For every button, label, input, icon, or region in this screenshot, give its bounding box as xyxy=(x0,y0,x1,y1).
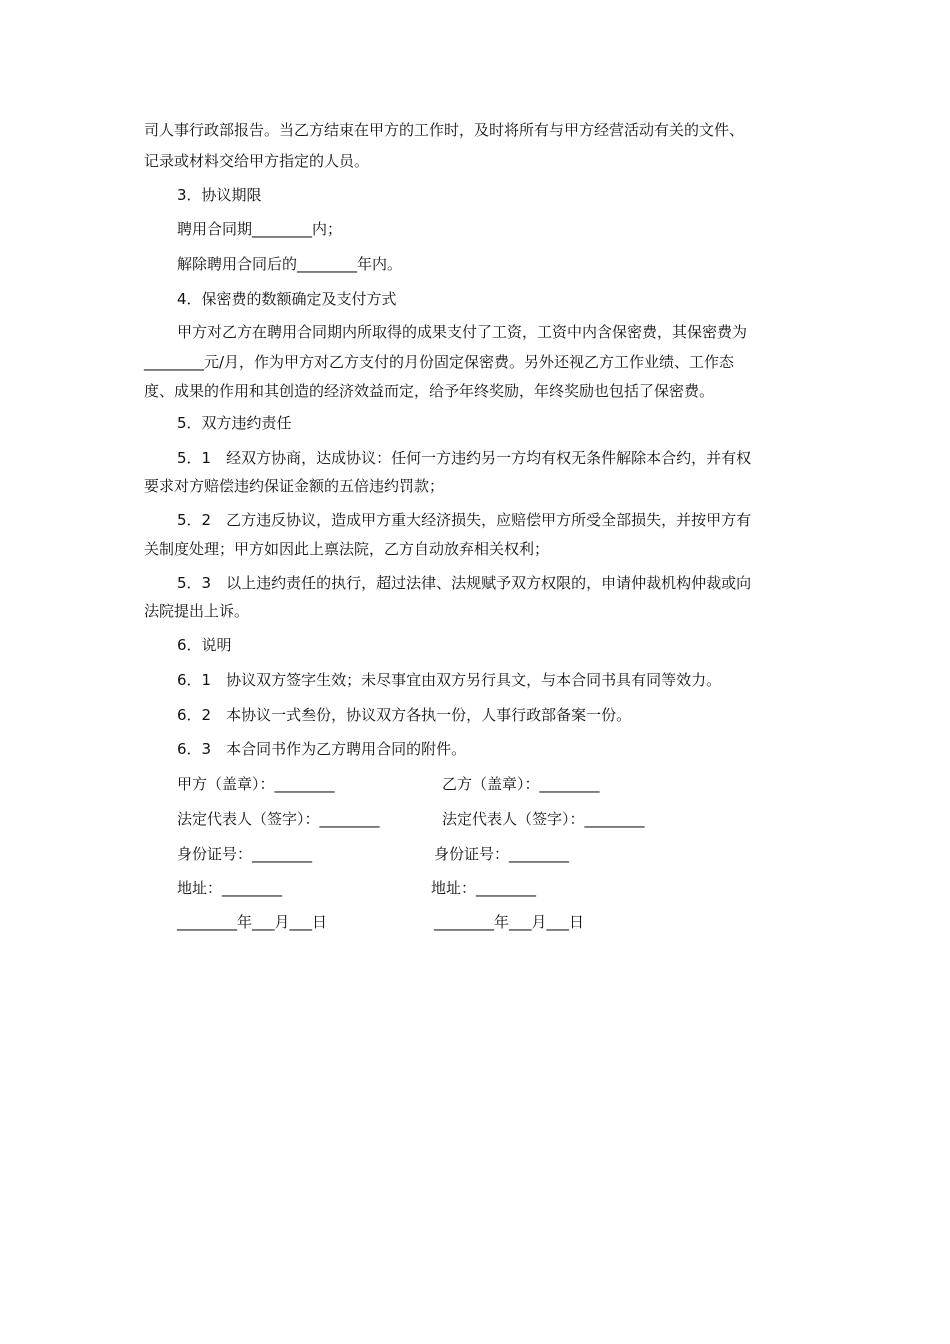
section-heading-6: 6．说明 xyxy=(177,636,232,654)
paragraph-line: 甲方对乙方在聘用合同期内所取得的成果支付了工资，工资中内含保密费，其保密费为 xyxy=(177,323,748,341)
paragraph-line: 6．1 协议双方签字生效；未尽事宜由双方另行具文，与本合同书具有同等效力。 xyxy=(177,671,722,689)
paragraph-line: 司人事行政部报告。当乙方结束在甲方的工作时，及时将所有与甲方经营活动有关的文件、 xyxy=(144,121,745,139)
party-b-address-field: 地址：________ xyxy=(431,879,537,897)
paragraph-line: 5．1 经双方协商，达成协议：任何一方违约另一方均有权无条件解除本合约，并有权 xyxy=(177,449,752,467)
party-a-date-field: ________年___月___日 xyxy=(177,913,328,931)
paragraph-line: 6．3 本合同书作为乙方聘用合同的附件。 xyxy=(177,740,467,758)
paragraph-line: 度、成果的作用和其创造的经济效益而定，给予年终奖励，年终奖励也包括了保密费。 xyxy=(144,382,715,400)
paragraph-line: 解除聘用合同后的________年内。 xyxy=(177,255,403,273)
paragraph-line: 5．2 乙方违反协议，造成甲方重大经济损失，应赔偿甲方所受全部损失，并按甲方有 xyxy=(177,511,752,529)
party-b-date-field: ________年___月___日 xyxy=(434,913,585,931)
section-heading-3: 3．协议期限 xyxy=(177,186,262,204)
section-heading-5: 5．双方违约责任 xyxy=(177,414,292,432)
party-a-id-field: 身份证号：________ xyxy=(177,845,313,863)
party-b-id-field: 身份证号：________ xyxy=(434,845,570,863)
paragraph-line: 记录或材料交给甲方指定的人员。 xyxy=(144,152,370,170)
paragraph-line: 5．3 以上违约责任的执行，超过法律、法规赋予双方权限的，申请仲裁机构仲裁或向 xyxy=(177,574,752,592)
paragraph-line: 要求对方赔偿违约保证金额的五倍违约罚款； xyxy=(144,477,445,495)
party-b-seal-field: 乙方（盖章）：________ xyxy=(442,775,600,793)
section-heading-4: 4．保密费的数额确定及支付方式 xyxy=(177,290,397,308)
paragraph-line: 聘用合同期________内； xyxy=(177,220,343,238)
paragraph-line: 6．2 本协议一式叁份，协议双方各执一份，人事行政部备案一份。 xyxy=(177,706,632,724)
party-a-address-field: 地址：________ xyxy=(177,879,283,897)
paragraph-line: 法院提出上诉。 xyxy=(144,602,250,620)
party-b-representative-field: 法定代表人（签字）：________ xyxy=(442,810,645,828)
party-a-seal-field: 甲方（盖章）：________ xyxy=(177,775,335,793)
paragraph-line: 关制度处理；甲方如因此上禀法院，乙方自动放弃相关权利； xyxy=(144,540,550,558)
party-a-representative-field: 法定代表人（签字）：________ xyxy=(177,810,380,828)
paragraph-line: ________元/月，作为甲方对乙方支付的月份固定保密费。另外还视乙方工作业绩、工作态 xyxy=(144,353,735,371)
